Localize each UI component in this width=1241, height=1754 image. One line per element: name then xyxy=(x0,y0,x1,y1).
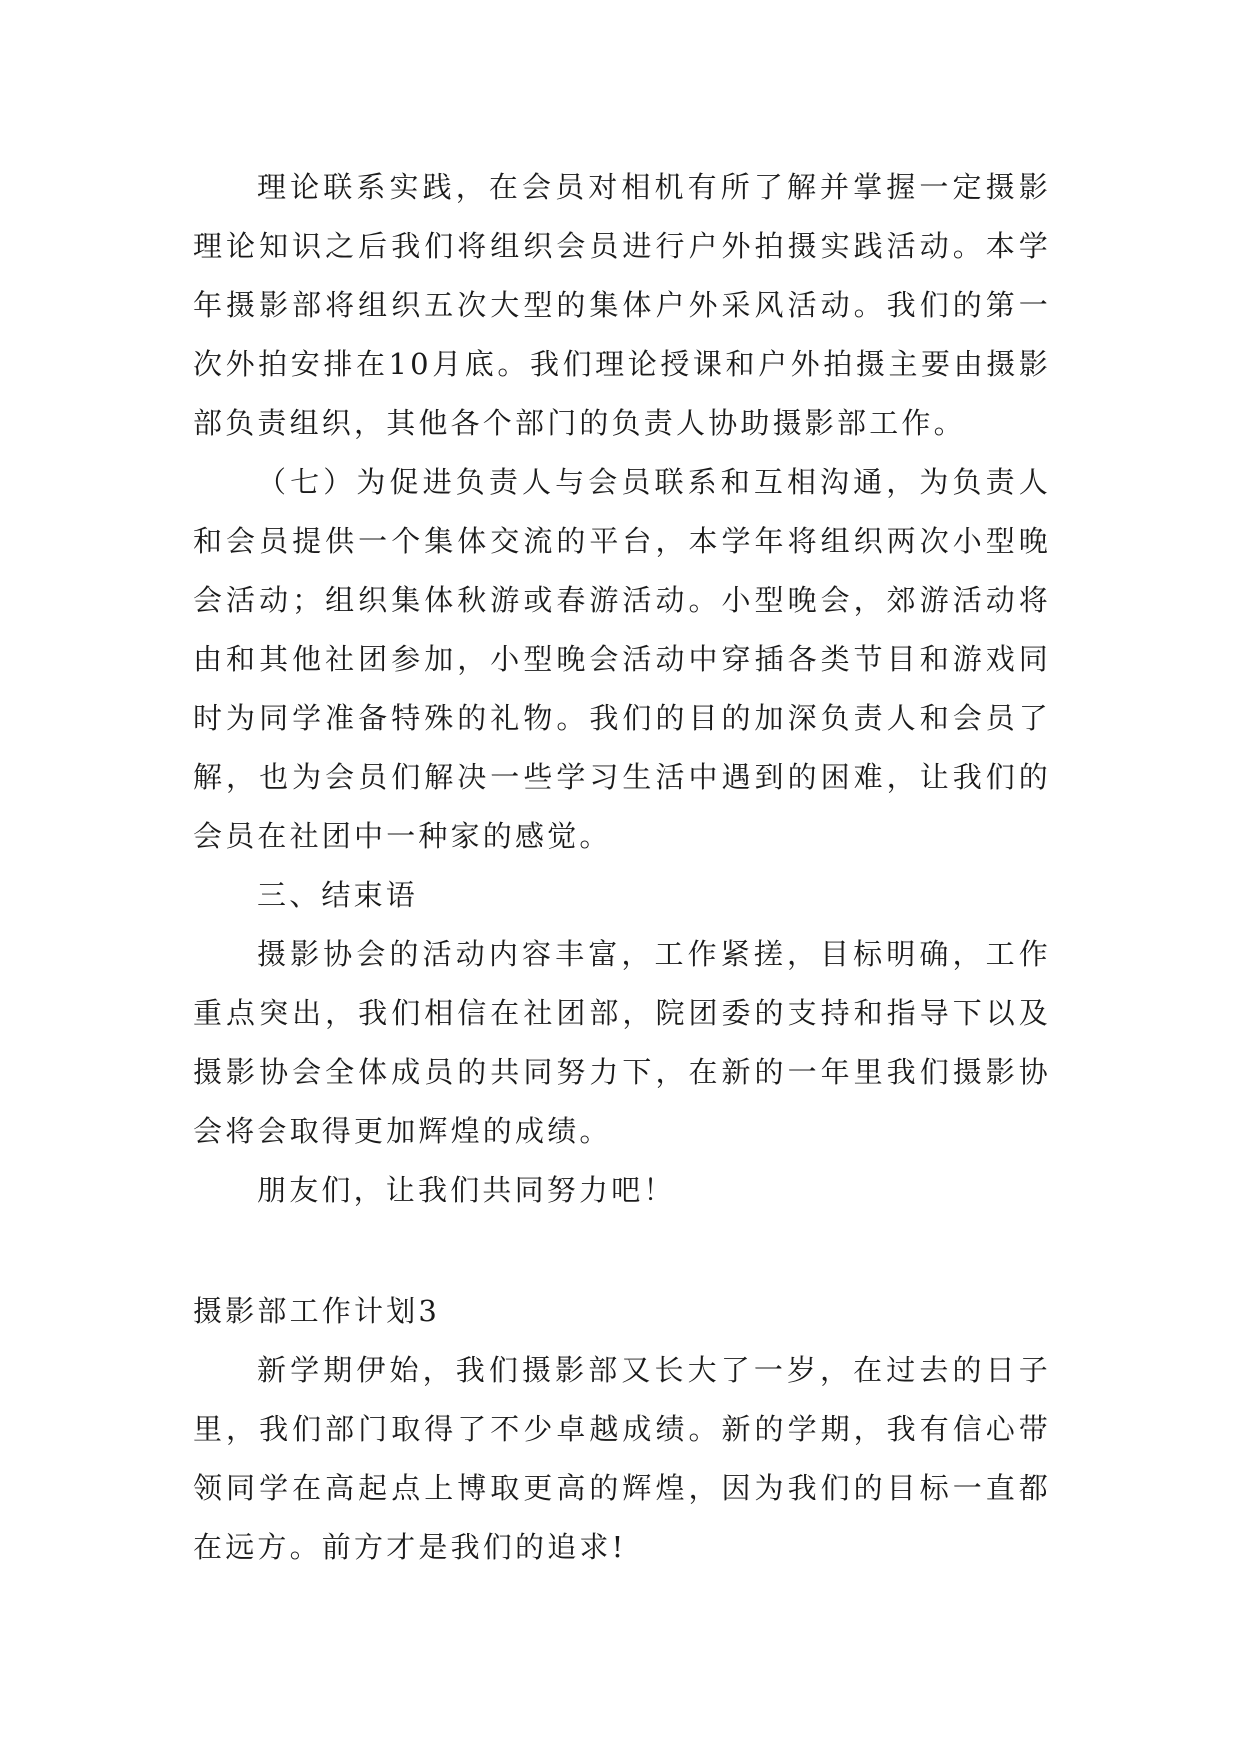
section-title: 摄影部工作计划3 xyxy=(193,1294,441,1328)
paragraph-cheer: 朋友们，让我们共同努力吧！ xyxy=(257,1173,676,1207)
document-body xyxy=(193,158,1051,1577)
paragraph-closing: 摄影协会的活动内容丰富，工作紧搓，目标明确，工作重点突出，我们相信在社团部，院团委的支持和指导下以及摄影协会全体成员的共同努力下，在新的一年里我们摄影协会将会取得更加辉煌的成绩。 xyxy=(193,937,1051,1148)
paragraph-new-semester: 新学期伊始，我们摄影部又长大了一岁，在过去的日子里，我们部门取得了不少卓越成绩。新的学期，我有信心带领同学在高起点上博取更高的辉煌，因为我们的目标一直都在远方。前方才是我们的追求! xyxy=(193,1353,1051,1564)
paragraph-item-seven: （七）为促进负责人与会员联系和互相沟通，为负责人和会员提供一个集体交流的平台，本学年将组织两次小型晚会活动；组织集体秋游或春游活动。小型晚会，郊游活动将由和其他社团参加，小型晚会活动中穿插各类节目和游戏同时为同学准备特殊的礼物。我们的目的加深负责人和会员了解，也为会员们解决一些学习生活中遇到的困难，让我们的会员在社团中一种家的感觉。 xyxy=(193,465,1051,853)
paragraph-practice: 理论联系实践，在会员对相机有所了解并掌握一定摄影理论知识之后我们将组织会员进行户外拍摄实践活动。本学年摄影部将组织五次大型的集体户外采风活动。我们的第一次外拍安排在10月底。我们理论授课和户外拍摄主要由摄影部负责组织，其他各个部门的负责人协助摄影部工作。 xyxy=(193,170,1051,440)
closing-heading: 三、结束语 xyxy=(257,878,419,912)
section-gap xyxy=(193,1220,1051,1282)
